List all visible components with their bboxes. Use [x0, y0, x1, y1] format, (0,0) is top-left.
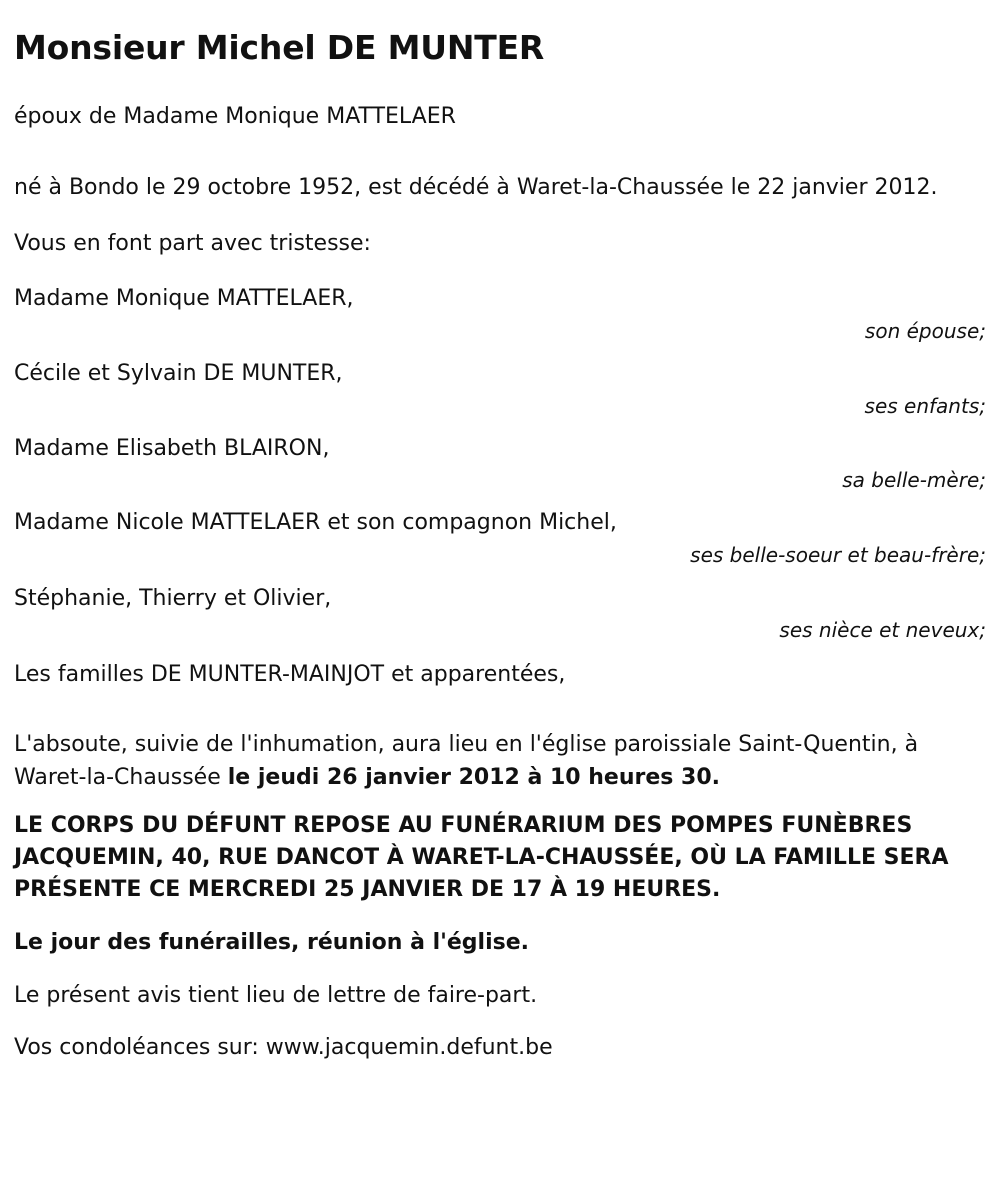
- relatives-list: [14, 284, 986, 644]
- list-item: [14, 434, 986, 495]
- birth-death-line: né à Bondo le 29 octobre 1952, est décédé à Waret-la-Chaussée le 22 janvier 2012.: [14, 175, 938, 201]
- relative-role: son épouse;: [864, 319, 986, 344]
- list-item: [14, 284, 986, 345]
- list-item: [14, 508, 986, 569]
- condolences-line: Vos condoléances sur: www.jacquemin.defunt.be: [14, 1035, 553, 1061]
- announcement-intro: Vous en font part avec tristesse:: [14, 231, 371, 257]
- relative-name: Madame Nicole MATTELAER et son compagnon Michel,: [14, 510, 617, 536]
- relative-role: ses enfants;: [864, 393, 986, 418]
- ceremony-details: [14, 728, 986, 794]
- relative-name: Cécile et Sylvain DE MUNTER,: [14, 361, 343, 387]
- relative-name: Madame Monique MATTELAER,: [14, 286, 354, 312]
- relative-role: ses belle-soeur et beau-frère;: [690, 543, 986, 568]
- reunion-notice: Le jour des funérailles, réunion à l'église.: [14, 929, 529, 955]
- ceremony-text: L'absoute, suivie de l'inhumation, aura lieu en l'église paroissiale Saint-Quentin, à Waret-la-Chaussée: [14, 732, 919, 791]
- relatives-families-line: Les familles DE MUNTER-MAINJOT et apparentées,: [14, 662, 566, 688]
- relative-role: ses nièce et neveux;: [779, 618, 986, 643]
- relative-role: sa belle-mère;: [842, 468, 986, 493]
- list-item: [14, 359, 986, 420]
- deceased-name: Monsieur Michel DE MUNTER: [14, 28, 545, 67]
- list-item: [14, 584, 986, 645]
- relative-name: Stéphanie, Thierry et Olivier,: [14, 585, 332, 611]
- funeral-home-notice: LE CORPS DU DÉFUNT REPOSE AU FUNÉRARIUM DES POMPES FUNÈBRES JACQUEMIN, 40, RUE DANCOT À WARET-LA-CHAUSSÉE, OÙ LA FAMILLE SERA PRÉSENTE CE MERCREDI 25 JANVIER DE 17 À 19 HEURES.: [14, 813, 949, 902]
- faire-part-notice: Le présent avis tient lieu de lettre de faire-part.: [14, 982, 538, 1008]
- spouse-line: époux de Madame Monique MATTELAER: [14, 103, 456, 129]
- relative-name: Madame Elisabeth BLAIRON,: [14, 435, 330, 461]
- ceremony-datetime: le jeudi 26 janvier 2012 à 10 heures 30.: [227, 765, 720, 791]
